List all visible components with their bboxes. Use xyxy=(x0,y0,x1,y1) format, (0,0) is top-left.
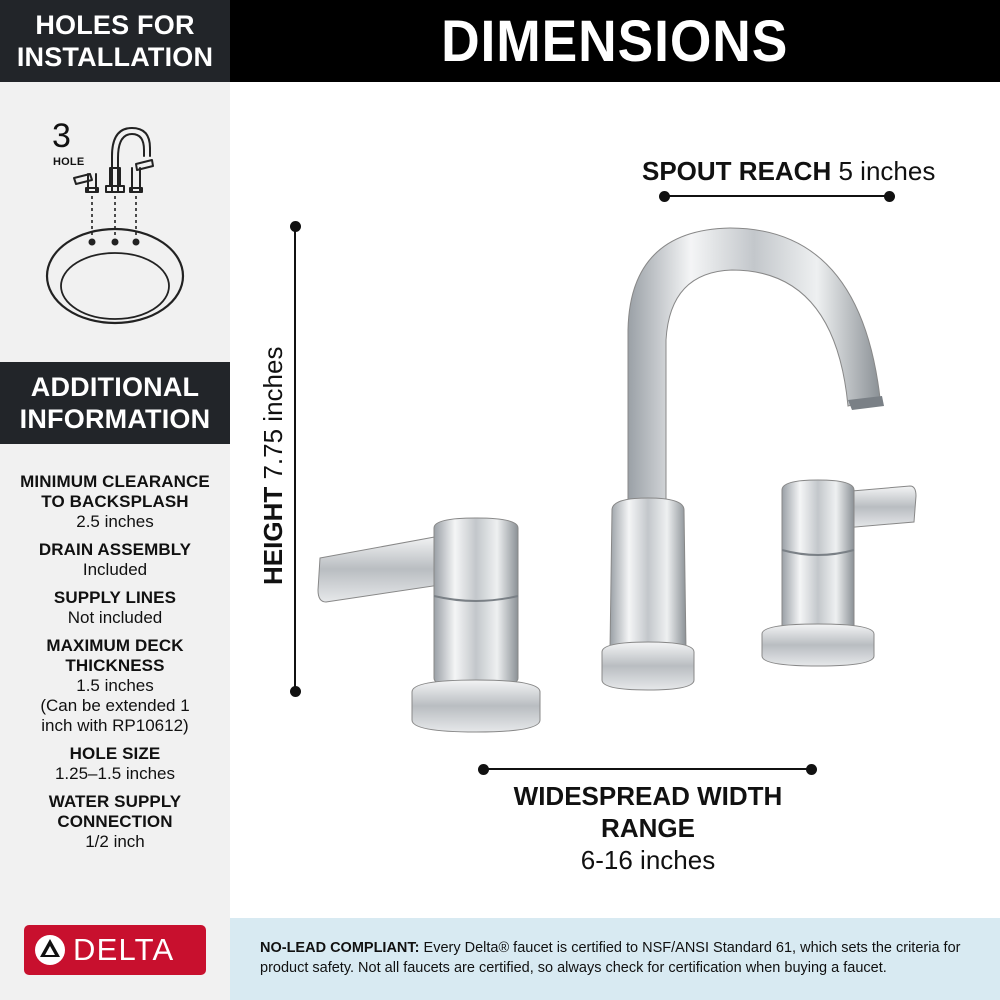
info-label: WATER SUPPLY xyxy=(48,792,182,811)
info-label: DRAIN ASSEMBLY xyxy=(38,540,192,559)
width-label xyxy=(474,780,822,876)
hole-word: HOLE xyxy=(53,156,85,168)
holes-header-line-2: INSTALLATION xyxy=(16,42,214,72)
holes-header-line-1: HOLES FOR xyxy=(35,10,195,40)
spout-reach-end-left xyxy=(659,191,670,202)
footer-bold: NO-LEAD COMPLIANT: xyxy=(260,940,420,956)
no-lead-compliance-notice xyxy=(230,918,1000,1000)
info-item-supply-lines xyxy=(0,588,230,628)
info-label: CONNECTION xyxy=(57,812,173,831)
info-label: MINIMUM CLEARANCE xyxy=(20,472,210,491)
faucet-illustration xyxy=(300,210,940,750)
info-item-drain xyxy=(0,540,230,580)
holes-for-installation-header xyxy=(0,0,230,82)
additional-header-line-2: INFORMATION xyxy=(19,404,211,434)
info-item-clearance xyxy=(0,472,230,532)
height-label xyxy=(258,347,289,585)
info-label: THICKNESS xyxy=(65,656,165,675)
info-value: Included xyxy=(82,560,148,579)
info-item-hole-size xyxy=(0,744,230,784)
info-value: 1/2 inch xyxy=(85,832,145,851)
info-label: SUPPLY LINES xyxy=(53,588,177,607)
additional-header-line-1: ADDITIONAL xyxy=(30,372,200,402)
sidebar xyxy=(0,0,230,1000)
height-value: 7.75 inches xyxy=(258,346,288,480)
delta-logo-text: DELTA xyxy=(73,932,175,967)
width-value: 6-16 inches xyxy=(580,845,716,875)
page-title: DIMENSIONS xyxy=(441,8,789,74)
width-line xyxy=(484,768,812,770)
height-line xyxy=(294,226,296,692)
info-label: HOLE SIZE xyxy=(69,744,161,763)
spout-reach-end-right xyxy=(884,191,895,202)
info-label: MAXIMUM DECK xyxy=(46,636,184,655)
spout-reach-value: 5 inches xyxy=(838,156,936,186)
spout-reach-line xyxy=(664,195,890,197)
info-list xyxy=(0,472,230,860)
info-item-deck-thickness xyxy=(0,636,230,736)
info-value: (Can be extended 1 xyxy=(40,696,190,715)
three-hole-sink-icon xyxy=(40,116,200,331)
hole-count: 3 xyxy=(52,117,71,155)
footer-text: Every Delta® faucet is certified to NSF/ANSI Standard 61, which sets the criteria for product safety. Not all faucets are certified, so always check for certification when buying a faucet. xyxy=(260,940,961,976)
height-title: HEIGHT xyxy=(258,486,288,585)
info-value: Not included xyxy=(67,608,163,627)
info-value: 2.5 inches xyxy=(76,512,154,531)
width-end-left xyxy=(478,764,489,775)
delta-triangle-icon xyxy=(34,934,66,966)
info-label: TO BACKSPLASH xyxy=(41,492,189,511)
delta-logo xyxy=(24,925,206,975)
spout-reach-title: SPOUT REACH xyxy=(642,156,832,186)
info-value: 1.25–1.5 inches xyxy=(54,764,176,783)
info-value: inch with RP10612) xyxy=(41,716,189,735)
additional-information-header xyxy=(0,362,230,444)
dimensions-header xyxy=(230,0,1000,82)
info-value: 1.5 inches xyxy=(76,676,154,695)
width-title: WIDESPREAD WIDTH RANGE xyxy=(513,781,783,843)
info-item-water-supply xyxy=(0,792,230,852)
spout-reach-label xyxy=(642,156,935,187)
width-end-right xyxy=(806,764,817,775)
